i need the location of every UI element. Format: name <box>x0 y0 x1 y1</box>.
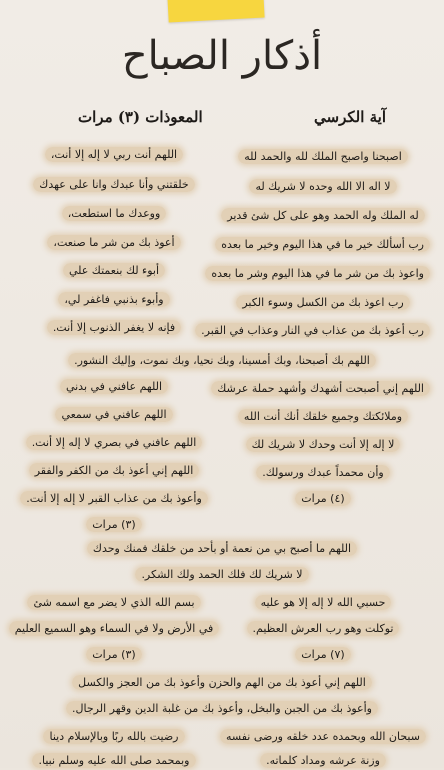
dhikr-line: اللهم أنت ربي لا إله إلا أنت، <box>6 146 222 164</box>
dhikr-line: وزنة عرشه ومداد كلماته. <box>216 752 430 770</box>
repeat-count: (٣) مرات <box>6 516 222 534</box>
dhikr-line: أبوء لك بنعمتك علي <box>6 262 222 280</box>
dhikr-line: بسم الله الذي لا يضر مع اسمه شئ <box>6 594 222 612</box>
dhikr-line: اللهم إني أعوذ بك من الكفر والفقر <box>6 462 222 480</box>
dhikr-line: واعوذ بك من شر ما في هذا اليوم وشر ما بعده <box>216 265 430 283</box>
dhikr-line: وأن محمداً عبدك ورسولك. <box>216 464 430 482</box>
heading-ayat-al-kursi: آية الكرسي <box>314 108 386 126</box>
repeat-count: (٧) مرات <box>216 646 430 664</box>
dhikr-line: رب أسألك خير ما في هذا اليوم وخير ما بعده <box>216 236 430 254</box>
dhikr-line: وأعوذ بك من الجبن والبخل، وأعوذ بك من غلبة الدين وقهر الرجال. <box>0 700 444 718</box>
dhikr-line: حسبي الله لا إله إلا هو عليه <box>216 594 430 612</box>
dhikr-line: اللهم عافني في بصري لا إله إلا أنت. <box>6 434 222 452</box>
dhikr-line: فإنه لا يغفر الذنوب إلا أنت. <box>6 319 222 337</box>
dhikr-line: اللهم عافني في بدني <box>6 378 222 396</box>
heading-muawwidhat: المعوذات (٣) مرات <box>78 108 203 126</box>
dhikr-line: وأعوذ بك من عذاب القبر لا إله إلا أنت. <box>6 490 222 508</box>
dhikr-line: رب اعوذ بك من الكسل وسوء الكبر <box>216 294 430 312</box>
dhikr-line: ووعدك ما استطعت، <box>6 205 222 223</box>
dhikr-line: أعوذ بك من شر ما صنعت، <box>6 234 222 252</box>
dhikr-line: اللهم ما أصبح بي من نعمة أو بأحد من خلقك فمنك وحدك <box>0 540 444 558</box>
dhikr-line: لا إله إلا أنت وحدك لا شريك لك <box>216 436 430 454</box>
dhikr-line: اصبحنا واصبح الملك لله والحمد لله <box>216 148 430 166</box>
dhikr-line: له الملك وله الحمد وهو على كل شئ قدير <box>216 207 430 225</box>
dhikr-line: سبحان الله وبحمده عدد خلقه ورضى نفسه <box>216 728 430 746</box>
dhikr-line: اللهم بك أصبحنا، وبك أمسينا، وبك نحيا، وبك نموت، وإليك النشور. <box>0 352 444 370</box>
dhikr-line: اللهم إني أصبحت أشهدك وأشهد حملة عرشك <box>216 380 430 398</box>
dhikr-line: رب أعوذ بك من عذاب في النار وعذاب في القبر. <box>216 322 430 340</box>
repeat-count: (٤) مرات <box>216 490 430 508</box>
dhikr-line: اللهم إني أعوذ بك من الهم والحزن وأعوذ بك من العجز والكسل <box>0 674 444 692</box>
dhikr-line: وأبوء بذنبي فاغفر لي، <box>6 291 222 309</box>
dhikr-line: وملائكتك وجميع خلقك أنك أنت الله <box>216 408 430 426</box>
page-title: أذكار الصباح <box>121 33 323 79</box>
repeat-count: (٣) مرات <box>6 646 222 664</box>
dhikr-line: رضيت بالله ربًا وبالإسلام دينا <box>6 728 222 746</box>
dhikr-line: لا شريك لك فلك الحمد ولك الشكر. <box>0 566 444 584</box>
dhikr-line: في الأرض ولا في السماء وهو السميع العليم <box>6 620 222 638</box>
dhikr-line: خلقتني وأنا عبدك وانا على عهدك <box>6 176 222 194</box>
dhikr-line: وبمحمد صلى الله عليه وسلم نبيا. <box>6 752 222 770</box>
dhikr-line: اللهم عافني في سمعي <box>6 406 222 424</box>
dhikr-line: لا اله الا الله وحده لا شريك له <box>216 178 430 196</box>
dhikr-line: توكلت وهو رب العرش العظيم. <box>216 620 430 638</box>
